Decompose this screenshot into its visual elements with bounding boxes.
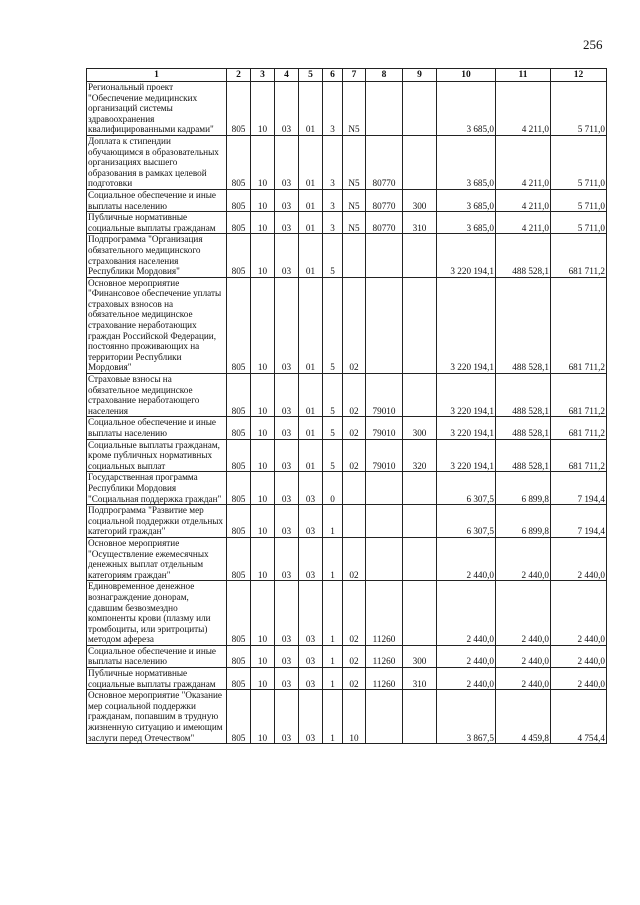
cell-amount-year-2: 6 899,8 xyxy=(496,505,551,538)
cell-amount-year-3: 681 711,2 xyxy=(551,277,607,373)
cell-direction xyxy=(366,472,403,505)
column-header: 3 xyxy=(251,69,275,82)
row-name: Основное мероприятие "Финансовое обеспечение уплаты страховых взносов на обязательное медицинское страхование неработающих граждан Российской Федерации, постоянно проживающих на территории Республики Мордовия" xyxy=(87,277,227,373)
cell-event: 02 xyxy=(343,645,366,667)
cell-amount-year-1: 3 867,5 xyxy=(437,690,496,744)
cell-event: N5 xyxy=(343,82,366,136)
cell-amount-year-1: 6 307,5 xyxy=(437,472,496,505)
row-name: Страховые взносы на обязательное медицинское страхование неработающего населения xyxy=(87,374,227,417)
table-row xyxy=(87,212,607,234)
cell-amount-year-1: 2 440,0 xyxy=(437,668,496,690)
cell-subprogram: 5 xyxy=(323,417,343,439)
table-row xyxy=(87,472,607,505)
cell-amount-year-2: 2 440,0 xyxy=(496,668,551,690)
table-row xyxy=(87,581,607,646)
cell-glava: 805 xyxy=(227,82,251,136)
cell-program: 01 xyxy=(299,439,323,472)
cell-amount-year-3: 5 711,0 xyxy=(551,212,607,234)
column-header: 9 xyxy=(403,69,437,82)
cell-amount-year-3: 2 440,0 xyxy=(551,581,607,646)
cell-event xyxy=(343,234,366,277)
cell-amount-year-1: 3 685,0 xyxy=(437,82,496,136)
row-name: Социальное обеспечение и иные выплаты населению xyxy=(87,189,227,211)
cell-glava: 805 xyxy=(227,645,251,667)
table-row xyxy=(87,690,607,744)
page-number: 256 xyxy=(583,37,603,52)
row-name: Региональный проект "Обеспечение медицинских организаций системы здравоохранения квалифицированными кадрами" xyxy=(87,82,227,136)
cell-subprogram: 1 xyxy=(323,505,343,538)
cell-razdel: 10 xyxy=(251,234,275,277)
column-header: 2 xyxy=(227,69,251,82)
cell-razdel: 10 xyxy=(251,472,275,505)
cell-direction: 11260 xyxy=(366,645,403,667)
table-header-row xyxy=(87,69,607,82)
cell-expense-type xyxy=(403,234,437,277)
cell-amount-year-2: 2 440,0 xyxy=(496,645,551,667)
cell-program: 03 xyxy=(299,581,323,646)
cell-event: N5 xyxy=(343,135,366,189)
row-name: Государственная программа Республики Мордовия "Социальная поддержка граждан" xyxy=(87,472,227,505)
cell-razdel: 10 xyxy=(251,690,275,744)
cell-event: 10 xyxy=(343,690,366,744)
cell-direction xyxy=(366,234,403,277)
row-name: Подпрограмма "Развитие мер социальной поддержки отдельных категорий граждан" xyxy=(87,505,227,538)
table-row xyxy=(87,189,607,211)
cell-glava: 805 xyxy=(227,277,251,373)
cell-event: N5 xyxy=(343,212,366,234)
cell-podrazdel: 03 xyxy=(275,537,299,580)
table-row xyxy=(87,668,607,690)
cell-podrazdel: 03 xyxy=(275,581,299,646)
row-name: Публичные нормативные социальные выплаты гражданам xyxy=(87,668,227,690)
cell-subprogram: 3 xyxy=(323,189,343,211)
table-row xyxy=(87,135,607,189)
cell-program: 03 xyxy=(299,668,323,690)
cell-subprogram: 0 xyxy=(323,472,343,505)
cell-program: 01 xyxy=(299,135,323,189)
cell-event: 02 xyxy=(343,417,366,439)
cell-expense-type xyxy=(403,537,437,580)
cell-amount-year-2: 4 459,8 xyxy=(496,690,551,744)
cell-amount-year-1: 3 685,0 xyxy=(437,212,496,234)
cell-podrazdel: 03 xyxy=(275,82,299,136)
cell-amount-year-2: 2 440,0 xyxy=(496,537,551,580)
cell-expense-type xyxy=(403,690,437,744)
budget-table xyxy=(86,68,607,744)
cell-glava: 805 xyxy=(227,537,251,580)
cell-direction: 80770 xyxy=(366,212,403,234)
cell-event: 02 xyxy=(343,537,366,580)
cell-expense-type xyxy=(403,581,437,646)
cell-amount-year-2: 2 440,0 xyxy=(496,581,551,646)
cell-podrazdel: 03 xyxy=(275,212,299,234)
cell-amount-year-1: 3 220 194,1 xyxy=(437,439,496,472)
cell-event: N5 xyxy=(343,189,366,211)
cell-subprogram: 5 xyxy=(323,439,343,472)
cell-direction: 80770 xyxy=(366,189,403,211)
cell-expense-type: 310 xyxy=(403,668,437,690)
cell-program: 03 xyxy=(299,505,323,538)
cell-subprogram: 5 xyxy=(323,277,343,373)
cell-razdel: 10 xyxy=(251,189,275,211)
cell-razdel: 10 xyxy=(251,135,275,189)
cell-amount-year-3: 7 194,4 xyxy=(551,505,607,538)
cell-amount-year-2: 488 528,1 xyxy=(496,417,551,439)
cell-program: 01 xyxy=(299,374,323,417)
table-row xyxy=(87,234,607,277)
cell-subprogram: 3 xyxy=(323,212,343,234)
column-header: 5 xyxy=(299,69,323,82)
cell-direction xyxy=(366,277,403,373)
cell-program: 01 xyxy=(299,277,323,373)
cell-amount-year-3: 5 711,0 xyxy=(551,189,607,211)
cell-podrazdel: 03 xyxy=(275,472,299,505)
cell-razdel: 10 xyxy=(251,417,275,439)
cell-subprogram: 1 xyxy=(323,581,343,646)
cell-subprogram: 1 xyxy=(323,537,343,580)
cell-amount-year-1: 3 220 194,1 xyxy=(437,234,496,277)
cell-amount-year-3: 681 711,2 xyxy=(551,234,607,277)
cell-glava: 805 xyxy=(227,417,251,439)
cell-program: 01 xyxy=(299,234,323,277)
cell-razdel: 10 xyxy=(251,537,275,580)
cell-podrazdel: 03 xyxy=(275,417,299,439)
table-row xyxy=(87,439,607,472)
cell-event: 02 xyxy=(343,581,366,646)
cell-expense-type xyxy=(403,82,437,136)
cell-direction: 79010 xyxy=(366,417,403,439)
cell-program: 03 xyxy=(299,645,323,667)
row-name: Социальное обеспечение и иные выплаты населению xyxy=(87,417,227,439)
cell-glava: 805 xyxy=(227,234,251,277)
cell-podrazdel: 03 xyxy=(275,439,299,472)
cell-razdel: 10 xyxy=(251,505,275,538)
cell-event: 02 xyxy=(343,668,366,690)
cell-direction: 11260 xyxy=(366,668,403,690)
cell-amount-year-3: 5 711,0 xyxy=(551,135,607,189)
cell-program: 03 xyxy=(299,690,323,744)
column-header: 10 xyxy=(437,69,496,82)
table-row xyxy=(87,82,607,136)
table-row xyxy=(87,537,607,580)
table-row xyxy=(87,645,607,667)
cell-expense-type xyxy=(403,374,437,417)
column-header: 11 xyxy=(496,69,551,82)
cell-direction xyxy=(366,537,403,580)
cell-expense-type: 300 xyxy=(403,417,437,439)
column-header: 12 xyxy=(551,69,607,82)
cell-amount-year-3: 2 440,0 xyxy=(551,668,607,690)
row-name: Социальное обеспечение и иные выплаты населению xyxy=(87,645,227,667)
row-name: Основное мероприятие "Оказание мер социальной поддержки гражданам, попавшим в трудную жизненную ситуацию и имеющим заслуги перед Отечеством" xyxy=(87,690,227,744)
cell-direction: 79010 xyxy=(366,374,403,417)
cell-amount-year-2: 4 211,0 xyxy=(496,135,551,189)
cell-expense-type: 300 xyxy=(403,645,437,667)
table-row xyxy=(87,374,607,417)
cell-expense-type xyxy=(403,135,437,189)
cell-amount-year-2: 488 528,1 xyxy=(496,277,551,373)
cell-event: 02 xyxy=(343,374,366,417)
cell-podrazdel: 03 xyxy=(275,234,299,277)
cell-subprogram: 1 xyxy=(323,668,343,690)
cell-amount-year-1: 3 220 194,1 xyxy=(437,277,496,373)
cell-glava: 805 xyxy=(227,374,251,417)
column-header: 4 xyxy=(275,69,299,82)
cell-amount-year-3: 7 194,4 xyxy=(551,472,607,505)
cell-glava: 805 xyxy=(227,135,251,189)
cell-podrazdel: 03 xyxy=(275,645,299,667)
cell-amount-year-1: 2 440,0 xyxy=(437,537,496,580)
cell-amount-year-2: 488 528,1 xyxy=(496,439,551,472)
cell-program: 03 xyxy=(299,537,323,580)
cell-glava: 805 xyxy=(227,189,251,211)
cell-amount-year-1: 2 440,0 xyxy=(437,581,496,646)
cell-podrazdel: 03 xyxy=(275,690,299,744)
cell-amount-year-3: 2 440,0 xyxy=(551,645,607,667)
row-name: Публичные нормативные социальные выплаты гражданам xyxy=(87,212,227,234)
cell-amount-year-1: 3 685,0 xyxy=(437,189,496,211)
cell-podrazdel: 03 xyxy=(275,277,299,373)
cell-event xyxy=(343,505,366,538)
row-name: Основное мероприятие "Осуществление ежемесячных денежных выплат отдельным категориям граждан" xyxy=(87,537,227,580)
cell-subprogram: 3 xyxy=(323,82,343,136)
column-header: 1 xyxy=(87,69,227,82)
table-row xyxy=(87,505,607,538)
cell-expense-type xyxy=(403,472,437,505)
column-header: 7 xyxy=(343,69,366,82)
cell-razdel: 10 xyxy=(251,374,275,417)
cell-podrazdel: 03 xyxy=(275,668,299,690)
cell-direction xyxy=(366,505,403,538)
cell-direction: 79010 xyxy=(366,439,403,472)
cell-event: 02 xyxy=(343,439,366,472)
row-name: Подпрограмма "Организация обязательного медицинского страхования населения Республики Мордовия" xyxy=(87,234,227,277)
cell-subprogram: 5 xyxy=(323,234,343,277)
cell-amount-year-2: 4 211,0 xyxy=(496,82,551,136)
cell-amount-year-2: 488 528,1 xyxy=(496,234,551,277)
cell-amount-year-3: 681 711,2 xyxy=(551,417,607,439)
cell-glava: 805 xyxy=(227,581,251,646)
cell-amount-year-1: 3 220 194,1 xyxy=(437,374,496,417)
cell-program: 01 xyxy=(299,189,323,211)
cell-glava: 805 xyxy=(227,212,251,234)
cell-amount-year-3: 681 711,2 xyxy=(551,439,607,472)
cell-amount-year-2: 4 211,0 xyxy=(496,189,551,211)
cell-program: 01 xyxy=(299,212,323,234)
cell-razdel: 10 xyxy=(251,212,275,234)
cell-amount-year-2: 488 528,1 xyxy=(496,374,551,417)
cell-podrazdel: 03 xyxy=(275,374,299,417)
column-header: 6 xyxy=(323,69,343,82)
row-name: Социальные выплаты гражданам, кроме публичных нормативных социальных выплат xyxy=(87,439,227,472)
cell-razdel: 10 xyxy=(251,645,275,667)
cell-expense-type: 300 xyxy=(403,189,437,211)
cell-amount-year-3: 4 754,4 xyxy=(551,690,607,744)
cell-event: 02 xyxy=(343,277,366,373)
table-row xyxy=(87,417,607,439)
row-name: Доплата к стипендии обучающимся в образовательных организациях высшего образования в рамках целевой подготовки xyxy=(87,135,227,189)
cell-amount-year-2: 6 899,8 xyxy=(496,472,551,505)
cell-program: 01 xyxy=(299,82,323,136)
cell-expense-type: 320 xyxy=(403,439,437,472)
cell-event xyxy=(343,472,366,505)
cell-amount-year-1: 2 440,0 xyxy=(437,645,496,667)
cell-amount-year-3: 681 711,2 xyxy=(551,374,607,417)
cell-subprogram: 5 xyxy=(323,374,343,417)
cell-expense-type xyxy=(403,277,437,373)
cell-subprogram: 3 xyxy=(323,135,343,189)
cell-glava: 805 xyxy=(227,668,251,690)
cell-glava: 805 xyxy=(227,439,251,472)
cell-expense-type xyxy=(403,505,437,538)
cell-razdel: 10 xyxy=(251,82,275,136)
cell-amount-year-1: 3 685,0 xyxy=(437,135,496,189)
cell-subprogram: 1 xyxy=(323,690,343,744)
cell-amount-year-1: 6 307,5 xyxy=(437,505,496,538)
cell-glava: 805 xyxy=(227,690,251,744)
cell-amount-year-1: 3 220 194,1 xyxy=(437,417,496,439)
cell-amount-year-2: 4 211,0 xyxy=(496,212,551,234)
cell-program: 03 xyxy=(299,472,323,505)
cell-podrazdel: 03 xyxy=(275,505,299,538)
cell-amount-year-3: 2 440,0 xyxy=(551,537,607,580)
cell-razdel: 10 xyxy=(251,439,275,472)
cell-razdel: 10 xyxy=(251,668,275,690)
cell-podrazdel: 03 xyxy=(275,135,299,189)
cell-glava: 805 xyxy=(227,505,251,538)
cell-direction xyxy=(366,82,403,136)
cell-direction: 80770 xyxy=(366,135,403,189)
cell-amount-year-3: 5 711,0 xyxy=(551,82,607,136)
cell-direction: 11260 xyxy=(366,581,403,646)
cell-podrazdel: 03 xyxy=(275,189,299,211)
cell-program: 01 xyxy=(299,417,323,439)
cell-direction xyxy=(366,690,403,744)
cell-razdel: 10 xyxy=(251,581,275,646)
row-name: Единовременное денежное вознаграждение донорам, сдавшим безвозмездно компоненты крови (плазму или тромбоциты, или эритроциты) методом афереза xyxy=(87,581,227,646)
cell-glava: 805 xyxy=(227,472,251,505)
cell-razdel: 10 xyxy=(251,277,275,373)
cell-expense-type: 310 xyxy=(403,212,437,234)
column-header: 8 xyxy=(366,69,403,82)
table-row xyxy=(87,277,607,373)
cell-subprogram: 1 xyxy=(323,645,343,667)
